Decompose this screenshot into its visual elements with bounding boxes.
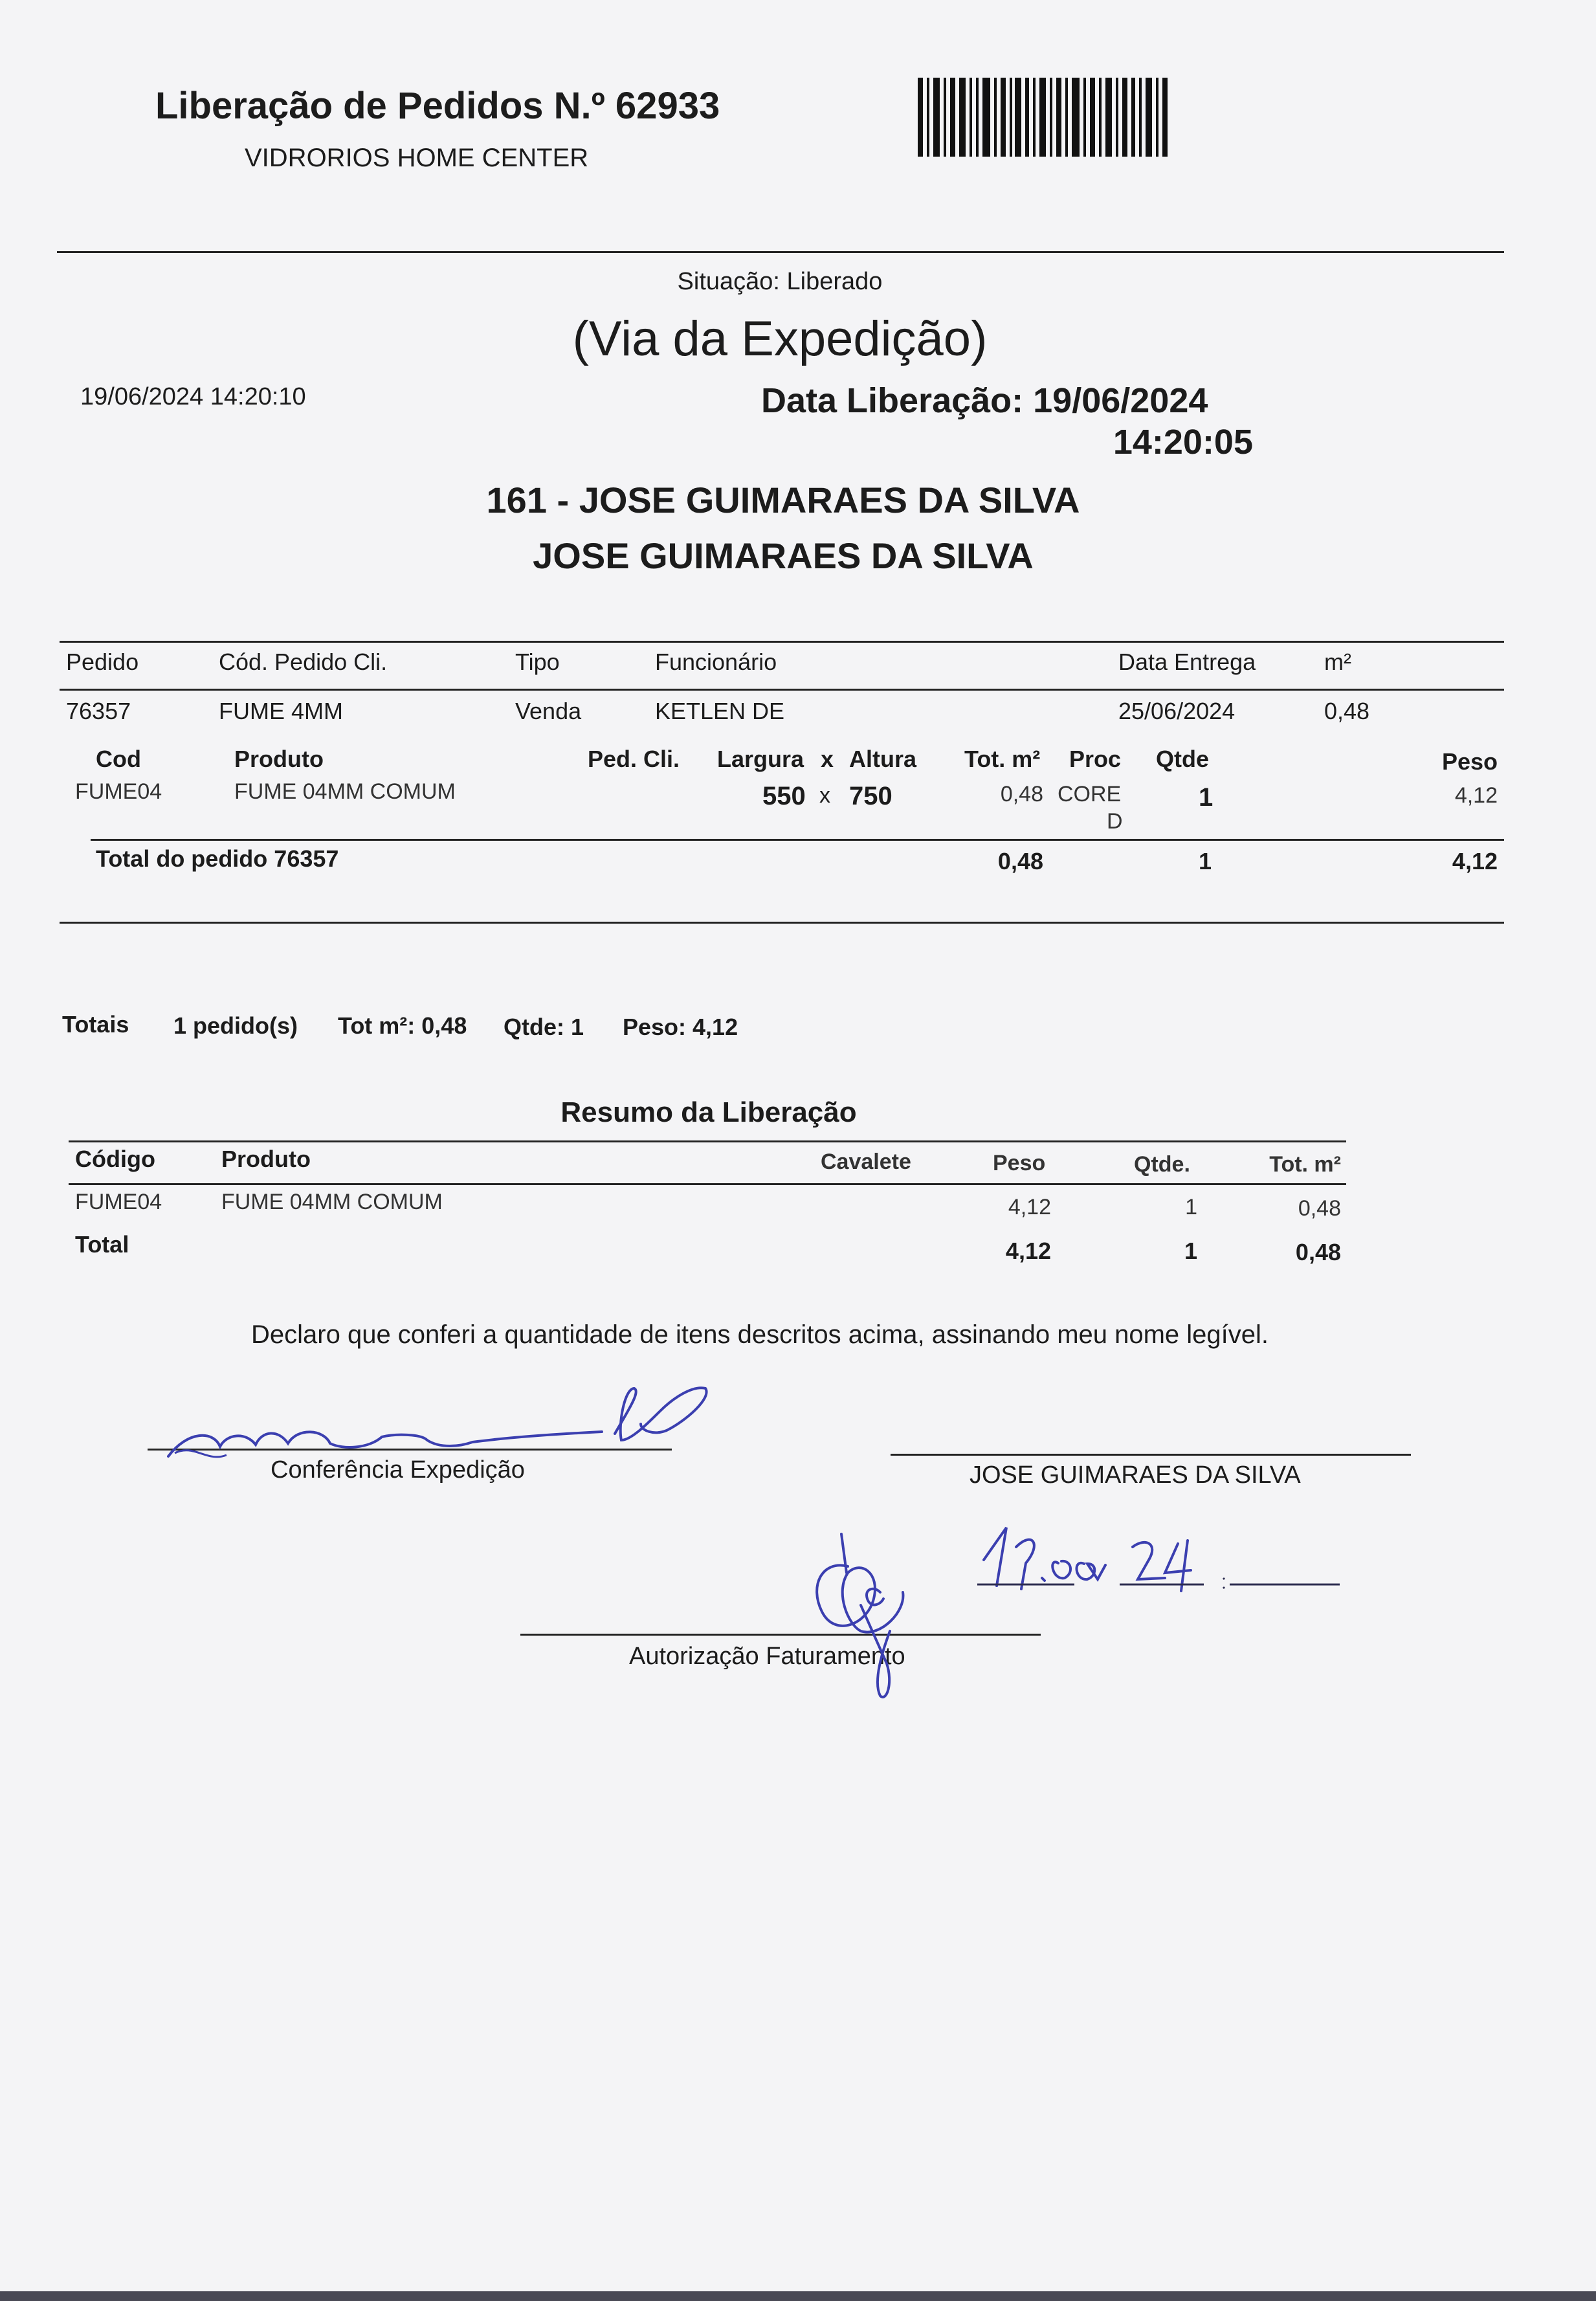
funcionario-value: KETLEN DE	[655, 698, 785, 724]
item-proc: CORE	[1058, 782, 1122, 806]
order-total-label: Total do pedido 76357	[96, 845, 339, 872]
resumo-total-qtde: 1	[1184, 1238, 1197, 1264]
conferencia-label: Conferência Expedição	[271, 1456, 525, 1484]
order-header-divider	[60, 689, 1504, 691]
col-altura: Altura	[849, 746, 917, 772]
resumo-title: Resumo da Liberação	[560, 1096, 857, 1128]
col-qtde: Qtde	[1156, 746, 1210, 772]
col-x: x	[821, 746, 834, 772]
declaration-text: Declaro que conferi a quantidade de itens descritos acima, assinando meu nome legível.	[251, 1320, 1269, 1349]
client-name: JOSE GUIMARAES DA SILVA	[533, 535, 1034, 576]
col-tipo: Tipo	[515, 649, 560, 675]
col-m2: m²	[1324, 649, 1351, 675]
item-peso: 4,12	[1454, 783, 1498, 808]
autorizacao-signature-line	[520, 1634, 1041, 1636]
item-proc-cont: D	[1107, 809, 1123, 834]
item-produto: FUME 04MM COMUM	[234, 779, 456, 804]
item-cod: FUME04	[75, 779, 162, 804]
hora-liberacao: 14:20:05	[1113, 423, 1253, 461]
col-data-entrega: Data Entrega	[1118, 649, 1256, 675]
resumo-col-cavalete: Cavalete	[821, 1150, 911, 1174]
order-total-m2: 0,48	[997, 848, 1043, 874]
scan-edge	[0, 2291, 1596, 2301]
col-pedido: Pedido	[66, 649, 139, 675]
resumo-total-m2: 0,48	[1295, 1239, 1341, 1265]
cliente-signature-line	[891, 1454, 1411, 1456]
data-entrega-value: 25/06/2024	[1118, 698, 1236, 724]
col-cod: Cod	[96, 746, 141, 772]
resumo-total-label: Total	[75, 1231, 129, 1258]
col-produto: Produto	[234, 746, 324, 772]
header-divider	[57, 251, 1504, 253]
items-total-divider	[91, 839, 1504, 841]
autorizacao-signature	[783, 1528, 938, 1709]
col-funcionario: Funcionário	[655, 649, 777, 675]
totals-m2: Tot m²: 0,48	[338, 1012, 467, 1039]
resumo-header-divider	[69, 1183, 1346, 1185]
conferencia-signature	[149, 1372, 731, 1476]
resumo-col-codigo: Código	[75, 1146, 155, 1172]
print-timestamp: 19/06/2024 14:20:10	[80, 383, 306, 410]
client-code-name: 161 - JOSE GUIMARAES DA SILVA	[486, 480, 1080, 520]
barcode-icon	[918, 78, 1170, 157]
resumo-peso: 4,12	[1008, 1195, 1051, 1219]
order-table-bottom	[60, 922, 1504, 924]
order-total-peso: 4,12	[1452, 848, 1498, 874]
totals-qtde: Qtde: 1	[504, 1014, 584, 1040]
resumo-col-qtde: Qtde.	[1134, 1152, 1190, 1177]
cliente-signature-label: JOSE GUIMARAES DA SILVA	[970, 1462, 1301, 1489]
situacao-label: Situação: Liberado	[677, 268, 883, 295]
item-tot-m2: 0,48	[1000, 782, 1043, 806]
col-ped-cli: Ped. Cli.	[588, 746, 680, 772]
handwritten-date	[971, 1508, 1359, 1599]
m2-value: 0,48	[1324, 698, 1370, 724]
resumo-produto: FUME 04MM COMUM	[221, 1190, 443, 1214]
resumo-col-tot-m2: Tot. m²	[1269, 1152, 1341, 1177]
resumo-top	[69, 1140, 1346, 1142]
resumo-total-peso: 4,12	[1005, 1238, 1051, 1264]
resumo-tot-m2: 0,48	[1298, 1196, 1341, 1221]
col-largura: Largura	[717, 746, 804, 772]
cod-pedido-cli-value: FUME 4MM	[219, 698, 343, 724]
item-altura: 750	[849, 782, 892, 810]
col-proc: Proc	[1069, 746, 1122, 772]
resumo-codigo: FUME04	[75, 1190, 162, 1214]
resumo-qtde: 1	[1185, 1195, 1197, 1219]
totals-label: Totais	[62, 1011, 129, 1038]
totals-pedidos: 1 pedido(s)	[173, 1012, 298, 1039]
pedido-value: 76357	[66, 698, 131, 724]
via-label: (Via da Expedição)	[572, 311, 988, 366]
totals-peso: Peso: 4,12	[623, 1014, 738, 1040]
document-title: Liberação de Pedidos N.º 62933	[155, 85, 720, 127]
autorizacao-label: Autorização Faturamento	[629, 1643, 905, 1670]
col-cod-pedido-cli: Cód. Pedido Cli.	[219, 649, 388, 675]
resumo-col-produto: Produto	[221, 1146, 311, 1172]
data-liberacao: Data Liberação: 19/06/2024	[761, 381, 1208, 420]
order-table-top	[60, 641, 1504, 643]
item-largura: 550	[762, 782, 806, 810]
company-name: VIDRORIOS HOME CENTER	[245, 144, 589, 172]
resumo-col-peso: Peso	[993, 1151, 1046, 1175]
col-peso: Peso	[1441, 748, 1498, 775]
order-total-qtde: 1	[1199, 848, 1212, 874]
item-x: x	[819, 783, 830, 808]
tipo-value: Venda	[515, 698, 582, 724]
col-tot-m2: Tot. m²	[964, 746, 1041, 772]
item-qtde: 1	[1199, 783, 1214, 812]
